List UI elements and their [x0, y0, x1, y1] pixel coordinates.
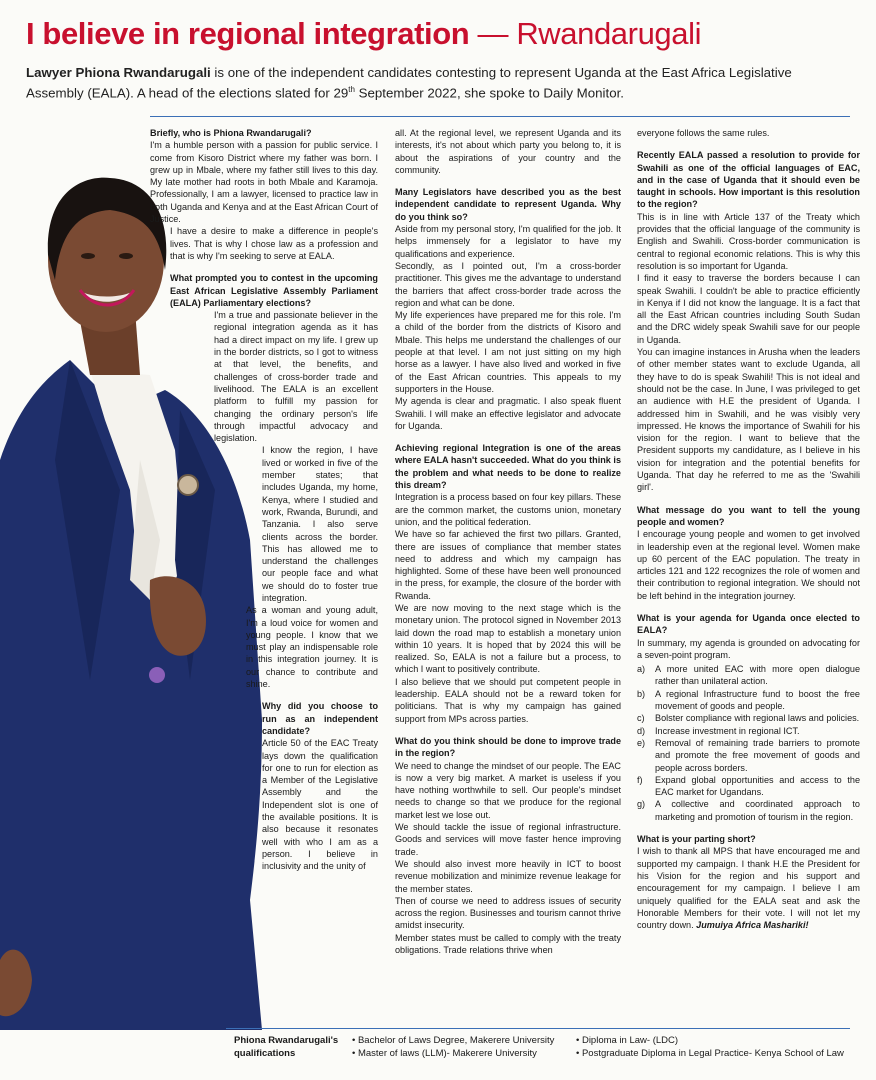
answer-3-cont: all. At the regional level, we represent Uganda and its interests, it's not about which party you belong to, it is about the aspirations of your country and the community.: [395, 128, 621, 175]
answer-4d: My agenda is clear and pragmatic. I also speak fluent Swahili. I will make an effective legislator and advocate for Uganda.: [395, 396, 621, 431]
agenda-item: a) A more united EAC with more open dialogue rather than unilateral action.: [637, 664, 860, 687]
question-6: What do you think should be done to improve trade in the region?: [395, 735, 621, 759]
question-2: What prompted you to contest in the upcoming East African Legislative Assembly Parliament (EALA) Parliamentary elections?: [170, 273, 378, 308]
answer-10-closing: Jumuiya Africa Mashariki!: [696, 920, 809, 931]
agenda-item: e) Removal of remaining trade barriers to promote and promote the free movement of goods and people across borders.: [637, 737, 860, 773]
headline-main: I believe in regional integration: [26, 16, 470, 51]
header-divider: [150, 116, 850, 117]
headline-name: Rwandarugali: [516, 16, 702, 51]
question-5: Achieving regional Integration is one of the areas where EALA hasn't succeeded. What do you think is the problem and what needs to be done to realize this dream?: [395, 443, 621, 491]
question-3: Why did you choose to run as an independent candidate?: [262, 701, 378, 736]
agenda-item: c) Bolster compliance with regional laws and policies.: [637, 713, 860, 724]
agenda-item: g) A collective and coordinated approach to marketing and promotion of tourism in the region.: [637, 799, 860, 822]
agenda-item: b) A regional Infrastructure fund to boost the free movement of goods and people.: [637, 688, 860, 712]
answer-5c: We are now moving to the next stage which is the monetary union. The protocol signed in November 2013 laid down the road map to establish a monetary union within 10 years. It is hoped that by 2024 this will be realized. So, EALA is not a failure but a process, to which I want to positively contribute.: [395, 602, 621, 675]
headline: [26, 14, 701, 54]
answer-4b: Secondly, as I pointed out, I'm a cross-border practitioner. This gives me the advantage to understand the barriers that affect cross-border trade across the region and what can be done.: [395, 260, 621, 308]
question-1: Briefly, who is Phiona Rwandarugali?: [150, 128, 312, 138]
answer-4: Aside from my personal story, I'm qualified for the job. It helps immensely for a legislator to have my qualifications and experience.: [395, 224, 621, 259]
answer-6-cont: everyone follows the same rules.: [637, 128, 770, 138]
headline-dash: —: [469, 16, 517, 51]
standfirst: [26, 64, 846, 101]
answer-3: Article 50 of the EAC Treaty lays down the qualification for one to run for election as a Member of the Legislative Assembly and the Independent slot is one of the available positions. It is also because it resonates well with who I am as a person. I believe in inclusivity and the unity of: [262, 738, 378, 872]
answer-2b: I know the region, I have lived or worked in five of the member states; that includes Uganda, my home, Kenya, where I studied and work, Rwanda, Burundi, and Tanzania. I also serve clients across the border. This has allowed me to understand the challenges our people face and what we should do to foster true integration.: [262, 445, 378, 603]
answer-6c: We should also invest more heavily in ICT to boost revenue mobilization and minimize revenue leakage for the member states.: [395, 858, 621, 894]
question-4: Many Legislators have described you as the best independent candidate to represent Uganda. Why do you think so?: [395, 187, 621, 222]
column-1: [150, 127, 378, 873]
question-9: What is your agenda for Uganda once elected to EALA?: [637, 612, 860, 636]
answer-5: Integration is a process based on four key pillars. These are the common market, the customs union, monetary union, and the political federation.: [395, 492, 621, 527]
question-10: What is your parting short?: [637, 834, 756, 845]
answer-6d: Then of course we need to address issues of security across the region. Businesses and tourism cannot thrive amidst insecurity.: [395, 895, 621, 931]
question-7: Recently EALA passed a resolution to provide for Swahili as one of the official languages of EAC, and in the case of Uganda that it should even be taught in schools. How important is this resolution to the region?: [637, 150, 860, 210]
qualifications-col-1: [352, 1034, 582, 1060]
column-2: [395, 127, 621, 956]
qualification-item: • Postgraduate Diploma in Legal Practice- Kenya School of Law: [576, 1048, 844, 1059]
standfirst-sup: th: [348, 85, 355, 94]
answer-6: We need to change the mindset of our people. The EAC is now a very big market. A market is useless if you have nothing worthwhile to sell. Our people's mindset needs to change so that we produce for the regional market lest we lose out.: [395, 760, 621, 820]
footer-divider: [226, 1028, 850, 1029]
standfirst-tail: September 2022, she spoke to Daily Monitor.: [354, 85, 624, 101]
agenda-item: d) Increase investment in regional ICT.: [637, 725, 800, 736]
answer-7c: You can imagine instances in Arusha when the leaders of other member states want to exclude Uganda, all they have to do is speak Swahili! This is not ideal and should not be the case. In June, I was privileged to get an audience with H.E the president of Uganda. I addressed him in Swahili, and he was visibly very impressed. He knows the importance of Swahili for his vision for the region. I want to believe that the President supports my candidature, as I believe in his vision for integration and the potential benefits for Uganda. That day he referred to me as the 'Swahili girl'.: [637, 347, 860, 493]
qualification-item: • Bachelor of Laws Degree, Makerere University: [352, 1035, 555, 1046]
answer-7: This is in line with Article 137 of the Treaty which provides that the official language of the community is English and Swahili. Cross-border communication is central to regional economic relations. This is why this resolution is so important for Uganda.: [637, 211, 860, 271]
answer-6e: Member states must be called to comply with the treaty obligations. Trade relations thrive when: [395, 932, 621, 955]
column-3: [637, 127, 860, 931]
standfirst-body: is one of the independent candidates contesting to represent Uganda at the East Africa Legislative Assembly (EALA). A head of the elections slated for 29: [26, 65, 792, 101]
question-8: What message do you want to tell the young people and women?: [637, 504, 860, 527]
agenda-list: [637, 663, 860, 823]
answer-1b: I have a desire to make a difference in people's lives. That is why I chose law as a profession and that is why I'm seeking to serve at EALA.: [170, 226, 378, 261]
answer-5d: I also believe that we should put competent people in leadership. EALA should not be a reward token for politicians. That is why my campaign has gained support from MPs across parties.: [395, 676, 621, 724]
answer-8: I encourage young people and women to get involved in leadership even at the regional level. Women make up 60 percent of the EAC population. The treaty in articles 121 and 122 recognizes the role of women and their contribution to regional integration. We should not be left behind in the integration journey.: [637, 529, 860, 601]
answer-2: I'm a true and passionate believer in the regional integration agenda as it has had a direct impact on my life. I grew up in the border districts, so I got to witness at that level, the benefits, and challenges of cross-border trade and livelihood. The EALA is an excellent platform to fulfill my passion for changing the ordinary person's life through impactful advocacy and legislation.: [214, 310, 378, 444]
answer-6b: We should tackle the issue of regional infrastructure. Goods and services will move faster hence improving trade.: [395, 822, 621, 857]
answer-2c: As a woman and young adult, I'm a loud voice for women and young people. I know that we must play an indispensable role in this integration journey. It is our chance to contribute and shine.: [246, 605, 378, 690]
answer-1: I'm a humble person with a passion for public service. I come from Kisoro District where my father was born. I grew up in Mbale, where my father still lives to this day. My late mother had roots in both Mbale and Karamoja. Professionally, I am a lawyer, licensed to practice law in both Uganda and Kenya and at the East African Court of Justice.: [150, 140, 378, 225]
agenda-item: f) Expand global opportunities and access to the EAC market for Ugandans.: [637, 774, 860, 798]
qualification-item: • Master of laws (LLM)- Makerere University: [352, 1048, 537, 1059]
answer-5b: We have so far achieved the first two pillars. Granted, there are issues of compliance that member states need to address and which my campaign has highlighted. Some of these have been well pronounced in the press, for example, the closure of the border with Rwanda.: [395, 529, 621, 601]
qualifications-label: Phiona Rwandarugali's qualifications: [234, 1035, 339, 1059]
answer-7b: I find it easy to traverse the borders because I can speak Swahili. I couldn't be able to practice efficiently in Kenya if I did not know the language. It is a fact that all the East African countries including South Sudan and the DRC widely speak Swahili save for our people in Uganda.: [637, 273, 860, 345]
qualifications-col-2: [576, 1034, 876, 1060]
answer-10: I wish to thank all MPS that have encouraged me and supported my campaign. I thank H.E the President for his Vision for the region and his support and encouragement for my campaign. I believe I am uniquely qualified for the EALA seat and ask the Honorable Members for their vote. I will not let my country down. Jumuiya Africa Mashariki!: [637, 846, 860, 931]
qualification-item: • Diploma in Law- (LDC): [576, 1035, 679, 1046]
standfirst-lead: Lawyer Phiona Rwandarugali: [26, 65, 211, 80]
answer-9: In summary, my agenda is grounded on advocating for a seven-point program.: [637, 637, 860, 660]
answer-4c: My life experiences have prepared me for this role. I'm a child of the border from the districts of Kisoro and Mbale. This helps me understand the challenges of our people at that level. I am not just sitting on my high horse as a lawyer. I have also lived and worked in five of the East African countries. This appeals to my supporters in the House.: [395, 310, 621, 394]
